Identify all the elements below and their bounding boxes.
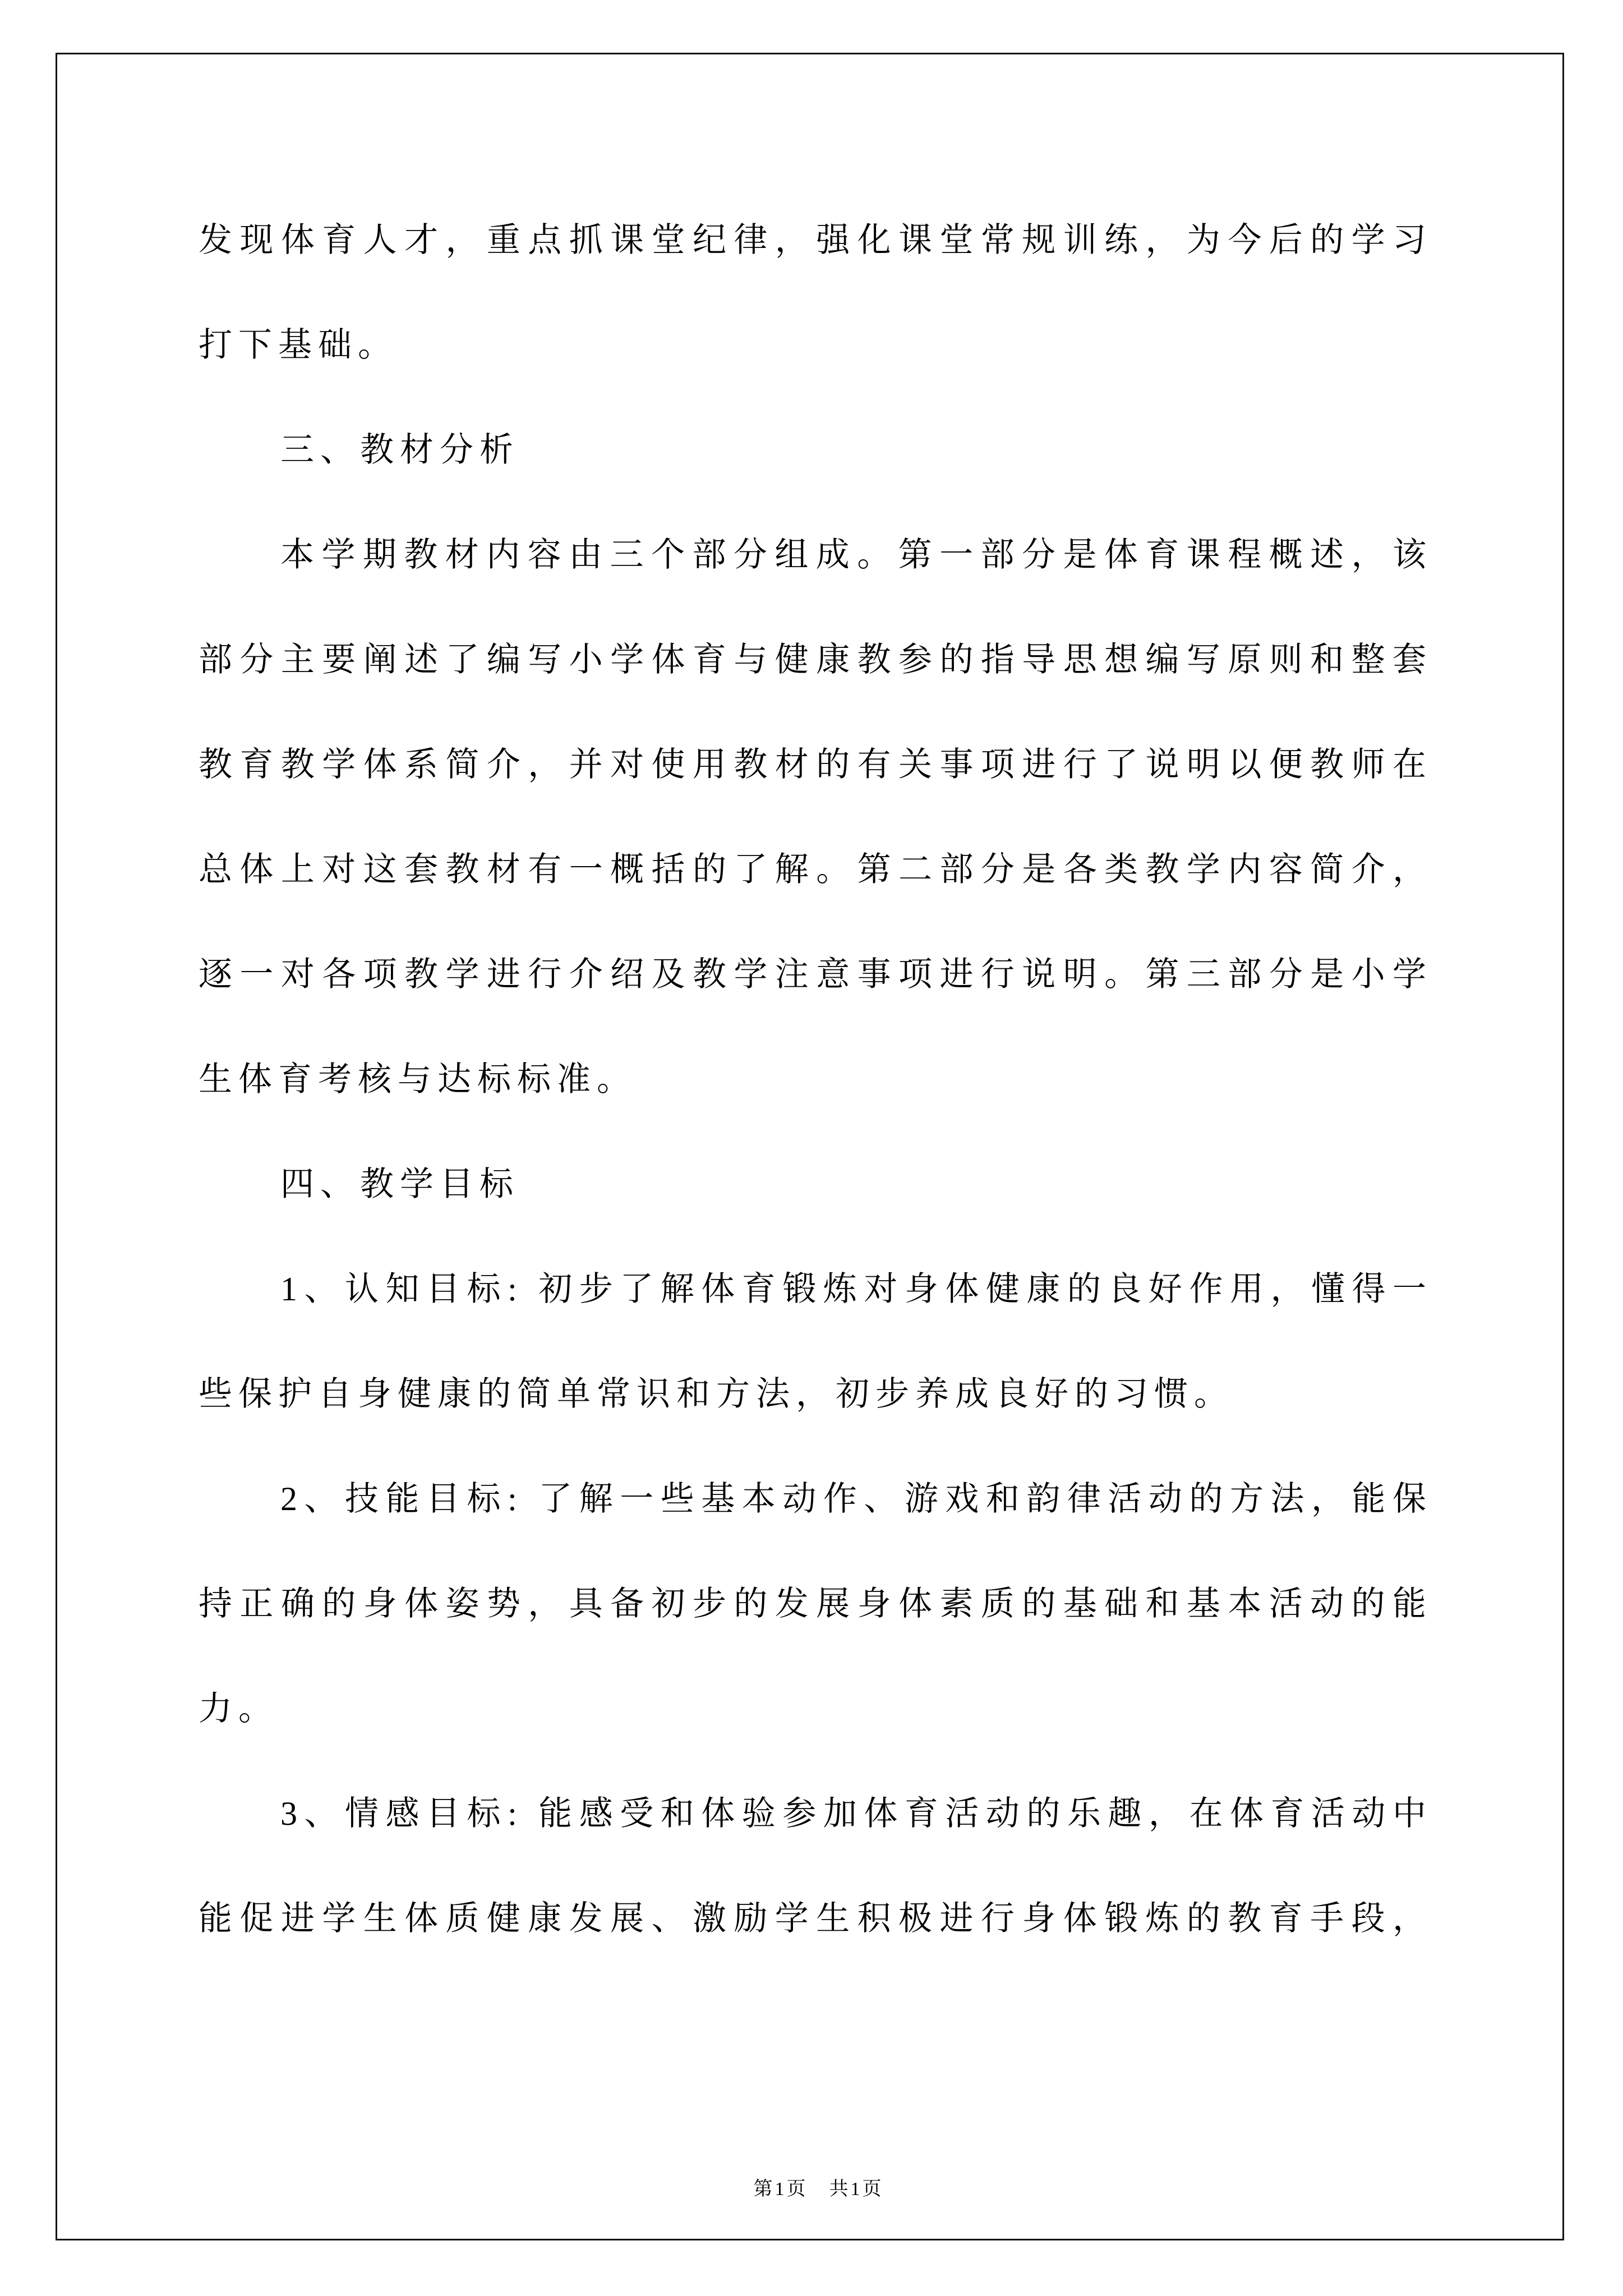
text-line: 总体上对这套教材有一概括的了解。第二部分是各类教学内容简介，: [199, 851, 1432, 888]
text-line: 打下基础。: [199, 326, 398, 364]
paragraph: [199, 1132, 1432, 1237]
paragraph: [199, 1237, 1432, 1447]
text-line: 力。: [199, 1690, 278, 1727]
text-line: 能促进学生体质健康发展、激励学生积极进行身体锻炼的教育手段，: [199, 1900, 1432, 1937]
text-line: 部分主要阐述了编写小学体育与健康教参的指导思想编写原则和整套: [199, 641, 1432, 678]
paragraph: [199, 1761, 1432, 1971]
document-body: [199, 188, 1432, 1971]
text-line: 生体育考核与达标标准。: [199, 1061, 637, 1098]
text-line: 教育教学体系简介，并对使用教材的有关事项进行了说明以便教师在: [199, 746, 1432, 783]
paragraph: [199, 1447, 1432, 1761]
page-footer: [0, 2152, 1623, 2201]
footer-page-label: 第1页 共1页: [753, 2179, 884, 2200]
paragraph: [199, 188, 1432, 398]
text-line: 发现体育人才，重点抓课堂纪律，强化课堂常规训练，为今后的学习: [199, 222, 1432, 259]
text-line: 3、情感目标: 能感受和体验参加体育活动的乐趣，在体育活动中: [280, 1795, 1432, 1832]
paragraph: [199, 398, 1432, 503]
text-line: 1、认知目标: 初步了解体育锻炼对身体健康的良好作用，懂得一: [280, 1271, 1432, 1308]
text-line: 三、教材分析: [280, 431, 519, 468]
text-line: 逐一对各项教学进行介绍及教学注意事项进行说明。第三部分是小学: [199, 956, 1432, 993]
text-line: 四、教学目标: [280, 1166, 519, 1203]
text-line: 持正确的身体姿势，具备初步的发展身体素质的基础和基本活动的能: [199, 1585, 1432, 1622]
text-line: 2、技能目标: 了解一些基本动作、游戏和韵律活动的方法，能保: [280, 1480, 1432, 1517]
text-line: 些保护自身健康的简单常识和方法，初步养成良好的习惯。: [199, 1375, 1234, 1412]
paragraph: [199, 503, 1432, 1132]
text-line: 本学期教材内容由三个部分组成。第一部分是体育课程概述，该: [280, 536, 1432, 573]
